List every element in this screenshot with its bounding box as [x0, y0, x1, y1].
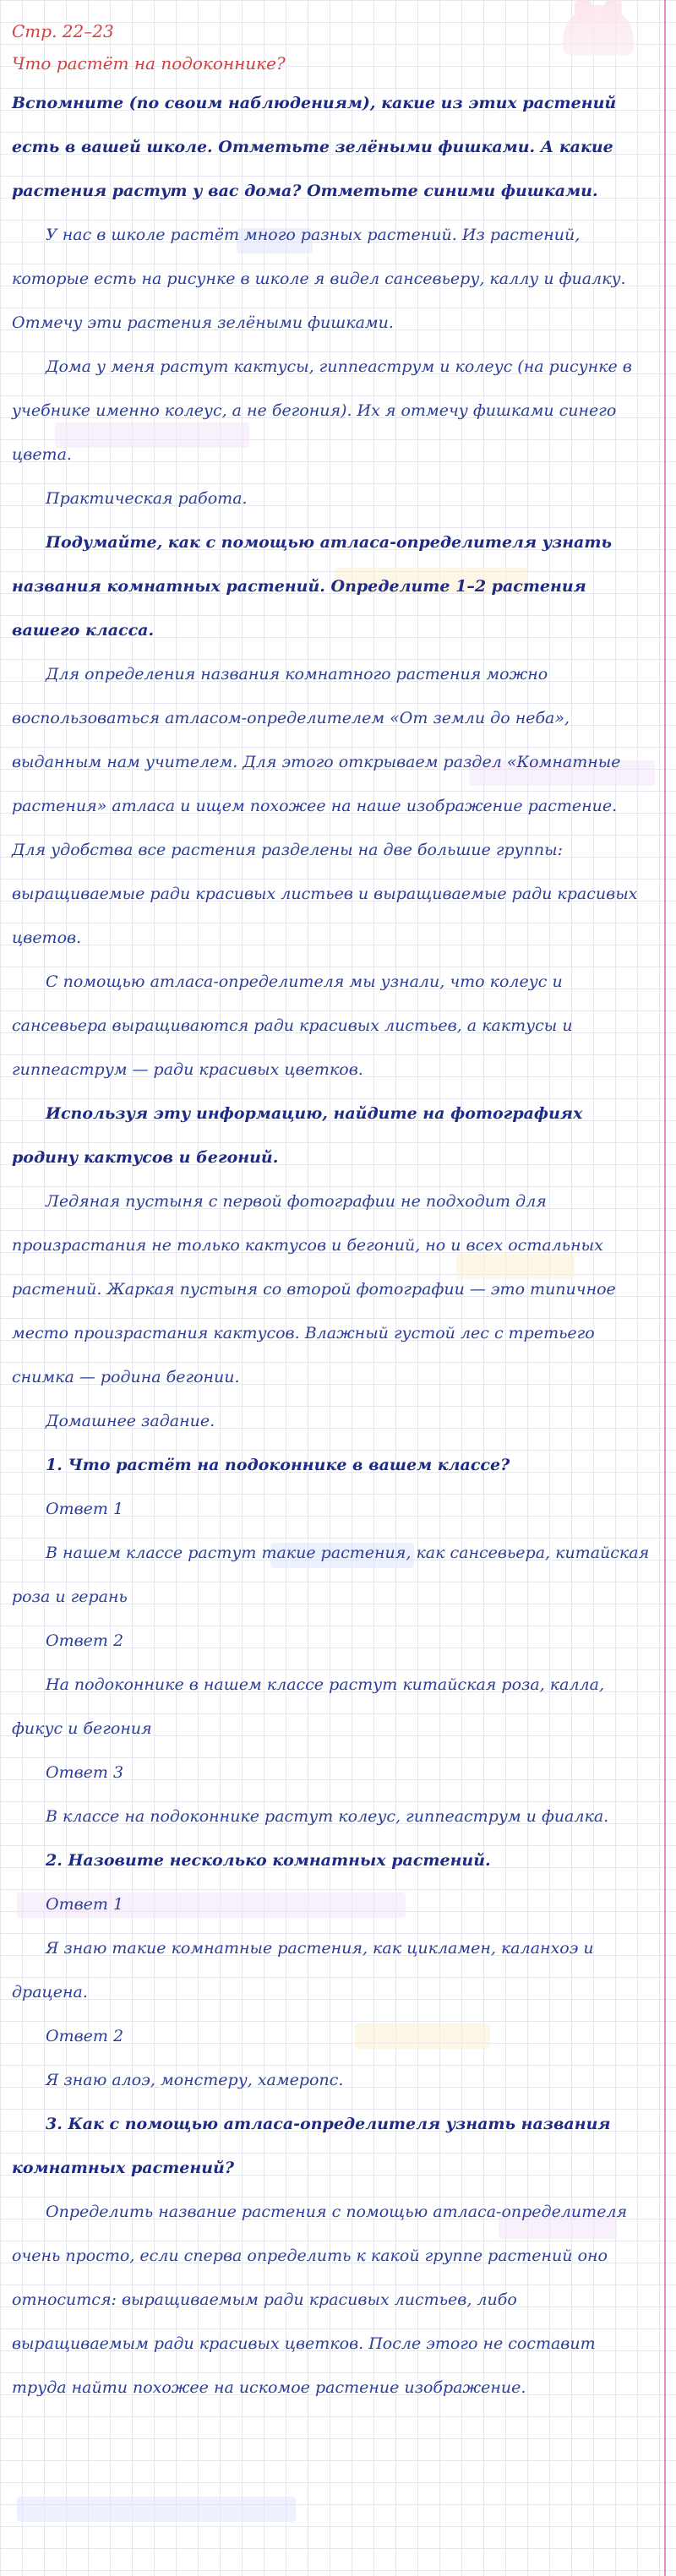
- answer-2a: Для определения названия комнатного растения можно воспользоваться атласом-определителем «От земли до неба», выданным нам учителем. Для этого открываем раздел «Комнатные растения» атласа и ищем похожее на наше изображение растение. Для удобства все растения разделены на две большие группы: выращиваемые ради красивых листьев и выращиваемые ради красивых цветов.: [12, 665, 638, 947]
- task-2: Подумайте, как с помощью атласа-определителя узнать названия комнатных растений. Определите 1–2 растения вашего класса.: [12, 533, 612, 640]
- answer-2b: С помощью атласа-определителя мы узнали, что колеус и сансевьера выращиваются ради красивых листьев, а кактусы и гиппеаструм — ради красивых цветков.: [12, 972, 573, 1079]
- practice-heading: Практическая работа.: [46, 489, 248, 508]
- homework-answer-3: Определить название растения с помощью атласа-определителя очень просто, если сперва определить к какой группе растений оно относится: выращиваемым ради красивых листьев, либо выращиваемым ради красивых цветков. После этого не составит труда найти похожее на искомое растение изображение.: [12, 2203, 628, 2397]
- homework-question-1: 1. Что растёт на подоконнике в вашем классе?: [46, 1456, 510, 1474]
- task-1: Вспомните (по своим наблюдениям), какие из этих растений есть в вашей школе. Отметьте зелёными фишками. А какие растения растут у вас дома? Отметьте синими фишками.: [12, 94, 617, 200]
- homework-answer-1-1: В нашем классе растут такие растения, как сансевьера, китайская роза и герань: [12, 1544, 650, 1606]
- answer-label: Ответ 1: [46, 1500, 124, 1518]
- homework-question-3: 3. Как с помощью атласа-определителя узнать названия комнатных растений?: [12, 2115, 611, 2177]
- homework-question-2: 2. Назовите несколько комнатных растений.: [46, 1851, 491, 1870]
- page-numbers: Стр. 22–23: [12, 21, 114, 41]
- task-3: Используя эту информацию, найдите на фотографиях родину кактусов и бегоний.: [12, 1104, 583, 1167]
- answer-label: Ответ 3: [46, 1763, 124, 1782]
- homework-answer-1-3: В классе на подоконнике растут колеус, гиппеаструм и фиалка.: [46, 1807, 609, 1826]
- page-content: [12, 15, 654, 2410]
- answer-1a: У нас в школе растёт много разных растений. Из растений, которые есть на рисунке в школе я видел сансевьеру, каллу и фиалку. Отмечу эти растения зелёными фишками.: [12, 226, 626, 332]
- page-title: Что растёт на подоконнике?: [12, 53, 286, 74]
- answer-label: Ответ 2: [46, 2027, 124, 2045]
- answer-label: Ответ 2: [46, 1631, 124, 1650]
- answer-label: Ответ 1: [46, 1895, 124, 1914]
- margin-line: [664, 0, 666, 2576]
- answer-1b: Дома у меня растут кактусы, гиппеаструм и колеус (на рисунке в учебнике именно колеус, а не бегония). Их я отмечу фишками синего цвета.: [12, 357, 632, 464]
- homework-heading: Домашнее задание.: [46, 1412, 215, 1430]
- homework-answer-1-2: На подоконнике в нашем классе растут китайская роза, калла, фикус и бегония: [12, 1675, 605, 1738]
- answer-3: Ледяная пустыня с первой фотографии не подходит для произрастания не только кактусов и бегоний, но и всех остальных растений. Жаркая пустыня со второй фотографии — это типичное место произрастания кактусов. Влажный густой лес с третьего снимка — родина бегонии.: [12, 1192, 616, 1386]
- homework-answer-2-1: Я знаю такие комнатные растения, как цикламен, каланхоэ и драцена.: [12, 1939, 594, 2001]
- homework-answer-2-2: Я знаю алоэ, монстеру, хамеропс.: [46, 2071, 344, 2089]
- highlight-mark: [17, 2497, 296, 2522]
